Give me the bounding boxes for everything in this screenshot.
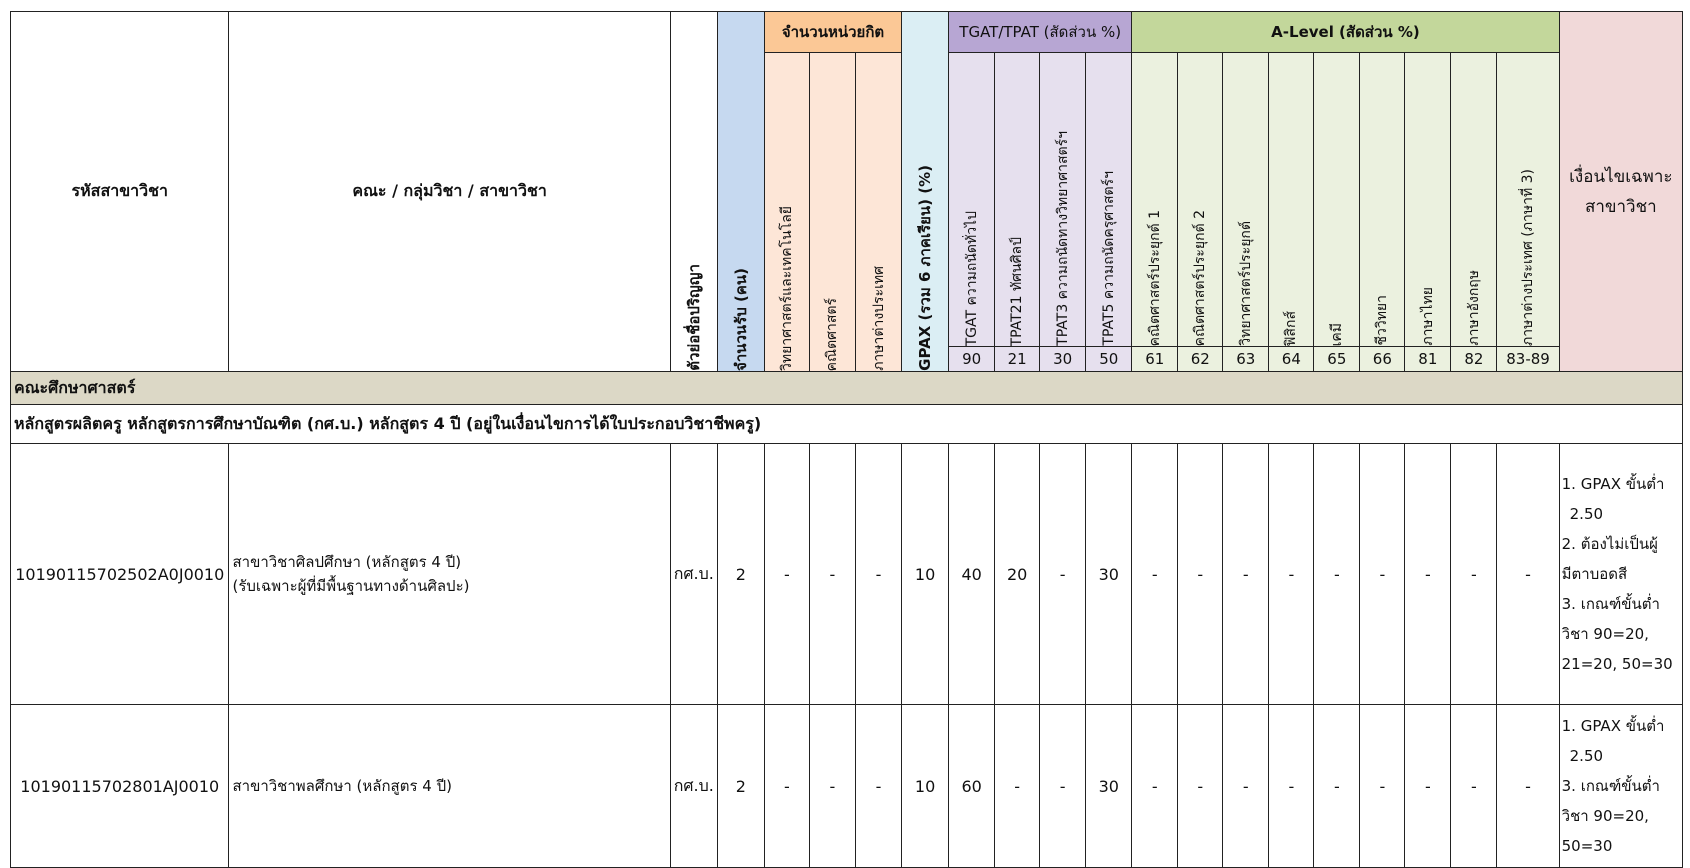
header-gpax: GPAX (รวม 6 ภาคเรียน) (%) xyxy=(902,12,949,372)
code-64: 64 xyxy=(1269,347,1314,372)
row-alevel: - xyxy=(1405,705,1451,868)
code-65: 65 xyxy=(1314,347,1360,372)
code-82: 82 xyxy=(1451,347,1497,372)
row-alevel: - xyxy=(1178,705,1223,868)
row-name: สาขาวิชาศิลปศึกษา (หลักสูตร 4 ปี) (รับเฉพาะผู้ที่มีพื้นฐานทางด้านศิลปะ) xyxy=(229,444,670,705)
header-alevel-group: A-Level (สัดส่วน %) xyxy=(1132,12,1559,53)
header-credit-science: วิทยาศาสตร์และเทคโนโลยี xyxy=(764,53,809,372)
code-81: 81 xyxy=(1405,347,1451,372)
row-seats: 2 xyxy=(717,705,764,868)
row-alevel: - xyxy=(1497,705,1559,868)
row-alevel: - xyxy=(1314,705,1360,868)
header-conditions: เงื่อนไขเฉพาะสาขาวิชา xyxy=(1559,12,1682,372)
table-row xyxy=(11,444,1683,705)
row-tgat: - xyxy=(1040,705,1086,868)
row-credit: - xyxy=(809,705,855,868)
row-gpax: 10 xyxy=(902,705,949,868)
header-code: รหัสสาขาวิชา xyxy=(11,12,229,372)
code-30: 30 xyxy=(1040,347,1086,372)
header-alevel-61: คณิตศาสตร์ประยุกต์ 1 xyxy=(1132,53,1178,347)
admission-table xyxy=(10,11,1683,868)
row-conditions: 1. GPAX ขั้นต่ำ 2.50 3. เกณฑ์ขั้นต่ำ วิชา 90=20, 50=30 xyxy=(1559,705,1682,868)
code-50: 50 xyxy=(1086,347,1132,372)
row-seats: 2 xyxy=(717,444,764,705)
header-credit-language: ภาษาต่างประเทศ xyxy=(855,53,901,372)
header-alevel-81: ภาษาไทย xyxy=(1405,53,1451,347)
row-tgat: 40 xyxy=(949,444,995,705)
code-66: 66 xyxy=(1360,347,1405,372)
row-gpax: 10 xyxy=(902,444,949,705)
header-alevel-83-89: ภาษาต่างประเทศ (ภาษาที่ 3) xyxy=(1497,53,1559,347)
row-degree: กศ.บ. xyxy=(670,705,717,868)
row-alevel: - xyxy=(1405,444,1451,705)
row-name: สาขาวิชาพลศึกษา (หลักสูตร 4 ปี) xyxy=(229,705,670,868)
code-61: 61 xyxy=(1132,347,1178,372)
header-alevel-62: คณิตศาสตร์ประยุกต์ 2 xyxy=(1178,53,1223,347)
row-credit: - xyxy=(855,444,901,705)
row-alevel: - xyxy=(1451,705,1497,868)
code-90: 90 xyxy=(949,347,995,372)
row-tgat: 30 xyxy=(1086,444,1132,705)
row-alevel: - xyxy=(1451,444,1497,705)
code-83-89: 83-89 xyxy=(1497,347,1559,372)
header-credits-group: จำนวนหน่วยกิต xyxy=(764,12,901,53)
row-credit: - xyxy=(855,705,901,868)
row-alevel: - xyxy=(1132,444,1178,705)
table-row xyxy=(11,705,1683,868)
header-alevel-64: ฟิสิกส์ xyxy=(1269,53,1314,347)
row-tgat: 60 xyxy=(949,705,995,868)
row-conditions: 1. GPAX ขั้นต่ำ 2.50 2. ต้องไม่เป็นผู้ มีตาบอดสี 3. เกณฑ์ขั้นต่ำ วิชา 90=20, 21=20, 50=30 xyxy=(1559,444,1682,705)
header-tpat-30: TPAT3 ความถนัดทางวิทยาศาสตร์ฯ xyxy=(1040,53,1086,347)
row-tgat: - xyxy=(995,705,1040,868)
code-21: 21 xyxy=(995,347,1040,372)
row-alevel: - xyxy=(1360,444,1405,705)
row-tgat: 30 xyxy=(1086,705,1132,868)
row-alevel: - xyxy=(1223,444,1269,705)
header-credit-math: คณิตศาสตร์ xyxy=(809,53,855,372)
row-alevel: - xyxy=(1178,444,1223,705)
row-degree: กศ.บ. xyxy=(670,444,717,705)
row-alevel: - xyxy=(1314,444,1360,705)
header-alevel-82: ภาษาอังกฤษ xyxy=(1451,53,1497,347)
header-tgat-90: TGAT ความถนัดทั่วไป xyxy=(949,53,995,347)
row-credit: - xyxy=(764,705,809,868)
header-tgat-group: TGAT/TPAT (สัดส่วน %) xyxy=(949,12,1132,53)
row-alevel: - xyxy=(1360,705,1405,868)
header-alevel-66: ชีววิทยา xyxy=(1360,53,1405,347)
row-code: 10190115702502A0J0010 xyxy=(11,444,229,705)
row-alevel: - xyxy=(1223,705,1269,868)
row-credit: - xyxy=(809,444,855,705)
header-tpat-50: TPAT5 ความถนัดครุศาสตร์ฯ xyxy=(1086,53,1132,347)
header-alevel-65: เคมี xyxy=(1314,53,1360,347)
row-tgat: - xyxy=(1040,444,1086,705)
header-seats: จำนวนรับ (คน) xyxy=(717,12,764,372)
row-alevel: - xyxy=(1269,705,1314,868)
row-alevel: - xyxy=(1132,705,1178,868)
header-alevel-63: วิทยาศาสตร์ประยุกต์ xyxy=(1223,53,1269,347)
header-tpat-21: TPAT21 ทัศนศิลป์ xyxy=(995,53,1040,347)
code-63: 63 xyxy=(1223,347,1269,372)
row-alevel: - xyxy=(1269,444,1314,705)
header-faculty: คณะ / กลุ่มวิชา / สาขาวิชา xyxy=(229,12,670,372)
row-tgat: 20 xyxy=(995,444,1040,705)
row-alevel: - xyxy=(1497,444,1559,705)
row-code: 10190115702801AJ0010 xyxy=(11,705,229,868)
header-degree: ตัวย่อชื่อปริญญา xyxy=(670,12,717,372)
row-credit: - xyxy=(764,444,809,705)
code-62: 62 xyxy=(1178,347,1223,372)
program-row: หลักสูตรผลิตครู หลักสูตรการศึกษาบัณฑิต (กศ.บ.) หลักสูตร 4 ปี (อยู่ในเงื่อนไขการได้ใบประกอบวิชาชีพครู) xyxy=(11,405,1683,444)
faculty-row: คณะศึกษาศาสตร์ xyxy=(11,372,1683,405)
